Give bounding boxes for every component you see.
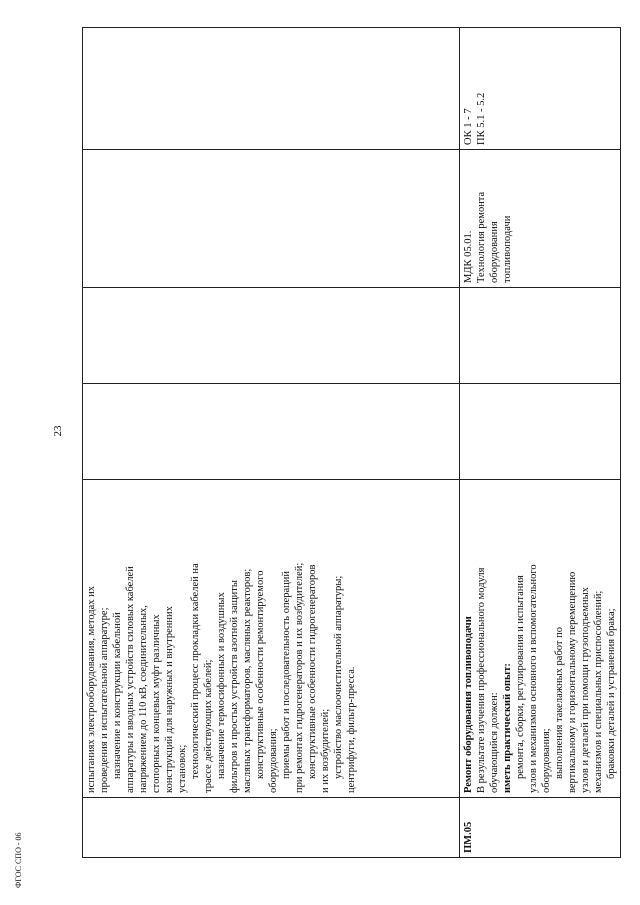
content-line: назначение термосифонных и воздушных — [216, 592, 227, 779]
content-cell — [83, 480, 460, 798]
content-line: стопорных и концевых муфт различных — [151, 614, 162, 793]
content-line: проведения и испытательной аппаратуре; — [99, 607, 110, 793]
course-line: топливоподачи — [502, 215, 513, 283]
content-line: обучающийся должен: — [489, 692, 500, 793]
content-line: трассе действующих кабелей; — [203, 659, 214, 793]
content-line: оборудования; — [541, 728, 552, 793]
content-line: испытаниях электрооборудования, методах их — [86, 585, 97, 793]
course-line: МДК 05.01. — [463, 230, 474, 283]
content-line: конструктивные особенности гидрогенераторов — [307, 564, 318, 779]
content-subheading: иметь практический опыт: — [502, 663, 513, 793]
content-line: устройство маслоочистительной аппаратуры; — [333, 575, 344, 779]
empty-cell — [460, 384, 621, 480]
empty-cell — [83, 150, 460, 288]
content-cell — [460, 480, 621, 798]
content-line: В результате изучения профессионального модуля — [476, 567, 487, 793]
competency-line: ПК 5.1 - 5.2 — [476, 92, 487, 145]
page-number: 23 — [52, 425, 64, 437]
empty-cell — [83, 288, 460, 384]
content-line: вертикальному и горизонтальному перемещению — [567, 571, 578, 793]
table-row — [83, 28, 460, 858]
content-line: узлов и деталей при помощи грузоподъемных — [580, 587, 591, 793]
module-code-cell — [460, 798, 621, 858]
content-line: назначение и конструкции кабельной — [112, 612, 123, 779]
content-line: и их возбудителей; — [320, 708, 331, 793]
interdisciplinary-course-cell — [460, 150, 621, 288]
course-line: оборудования — [489, 221, 500, 283]
content-line: конструкций для наружных и внутренних — [164, 606, 175, 793]
content-line: оборудования; — [268, 728, 279, 793]
content-line: узлов и механизмов основного и вспомогательного — [528, 564, 539, 793]
content-line: при ремонтах гидрогенераторов и их возбудителей; — [294, 562, 305, 793]
module-code: ПМ.05 — [463, 821, 474, 853]
content-line: аппаратуры и вводных устройств силовых кабелей — [125, 566, 136, 793]
content-line: механизмов и специальных приспособлений; — [593, 590, 604, 793]
curriculum-table — [82, 27, 621, 858]
module-title: Ремонт оборудования топливоподачи — [463, 616, 474, 793]
content-line: масляных трансформаторов, масляных реакторов; — [242, 568, 253, 793]
course-line: Технология ремонта — [476, 191, 487, 283]
table-row — [460, 28, 621, 858]
content-line: конструктивные особенности ремонтируемого — [255, 570, 266, 779]
rotated-table-container — [82, 28, 617, 858]
content-line: фильтров и простых устройств азотной защиты — [229, 580, 240, 793]
empty-cell — [83, 28, 460, 150]
content-line: браковки деталей и устранения брака; — [606, 608, 617, 779]
content-line: приемы работ и последовательность операций — [281, 570, 292, 779]
content-line: технологический процесс прокладки кабелей на — [190, 563, 201, 779]
content-line: напряжением до 110 кВ, соединительных, — [138, 605, 149, 793]
content-line: ремонта, сборки, регулирования и испытания — [515, 575, 526, 779]
empty-cell — [83, 384, 460, 480]
module-code-cell — [83, 798, 460, 858]
competency-codes-cell — [460, 28, 621, 150]
content-line: установок; — [177, 744, 188, 793]
content-line: центрифуги, фильтр-пресса. — [346, 666, 357, 793]
content-line: выполнения такелажных работ по — [554, 627, 565, 779]
competency-line: ОК 1 - 7 — [463, 108, 474, 145]
empty-cell — [460, 288, 621, 384]
footer-code: ФГОС СПО - 06 — [14, 832, 23, 888]
